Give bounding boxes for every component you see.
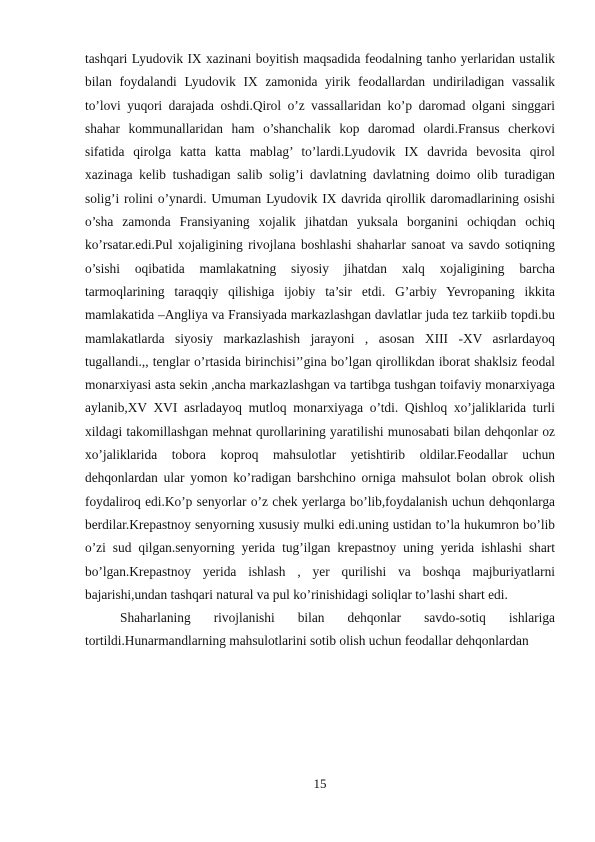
paragraph-1: tashqari Lyudovik IX xazinani boyitish maqsadida feodalning tanho yerlaridan ustalik bilan foydalandi Lyudovik IX zamonida yirik feodallardan undiriladigan vassalik to’lovi yuqori darajada oshdi.Qirol o’z vassallaridan ko’p daromad olgani singgari shahar kommunallaridan ham o’shanchalik kop daromad olardi.Fransus cherkovi sifatida qirolga katta katta mablag’ to’lardi.Lyudovik IX davrida bevosita qirol xazinaga kelib tushadigan salib solig’i davlatning davlatning doimo olib turadigan solig’i rolini o’ynardi. Umuman Lyudovik IX davrida qirollik daromadlarining osishi o’sha zamonda Fransiyaning xojalik jihatdan yuksala borganini ochiqdan ochiq ko’rsatar.edi.Pul xojaligining rivojlana boshlashi shaharlar sanoat va savdo sotiqning o’sishi oqibatida mamlakatning siyosiy jihatdan xalq xojaligining barcha tarmoqlarining taraqqiy qilishiga ijobiy ta’sir etdi. G’arbiy Yevropaning ikkita mamlakatida –Angliya va Fransiyada markazlashgan davlatlar juda tez tarkiib topdi.bu mamlakatlarda siyosiy markazlashish jarayoni , asosan XIII -XV asrlardayoq tugallandi.,, tenglar o’rtasida birinchisi’’gina bo’lgan qirollikdan iborat shaklsiz feodal monarxiyasi asta sekin ,ancha markazlashgan va tartibga tushgan toifaviy monarxiyaga aylanib,XV XVI asrladayoq mutloq monarxiyaga o’tdi. Qishloq xo’jaliklarida turli xildagi takomillashgan mehnat qurollarining yaratilishi munosabati bilan dehqonlar oz xo’jaliklarida tobora koproq mahsulotlar yetishtirib oldilar.Feodallar uchun dehqonlardan ular yomon ko’radigan barshchino orniga mahsulot bolan obrok olish foydaliroq edi.Ko’p senyorlar o’z chek yerlarga bo’lib,foydalanish uchun dehqonlarga berdilar.Krepastnoy senyorning xususiy mulki edi.uning ustidan to’la hukumron bo’lib o’zi sud qilgan.senyorning yerida tug’ilgan krepastnoy uning yerida ishlashi shart bo’lgan.Krepastnoy yerida ishlash , yer qurilishi va boshqa majburiyatlarni bajarishi,undan tashqari natural va pul ko’rinishidagi soliqlar to’lashi shart edi. bbox=[85, 51, 555, 602]
paragraph-2: Shaharlaning rivojlanishi bilan dehqonlar savdo-sotiq ishlariga tortildi.Hunarmandlarning mahsulotlarini sotib olish uchun feodallar dehqonlardan bbox=[85, 610, 555, 649]
body-text bbox=[85, 47, 555, 653]
page-number: 15 bbox=[313, 776, 327, 791]
